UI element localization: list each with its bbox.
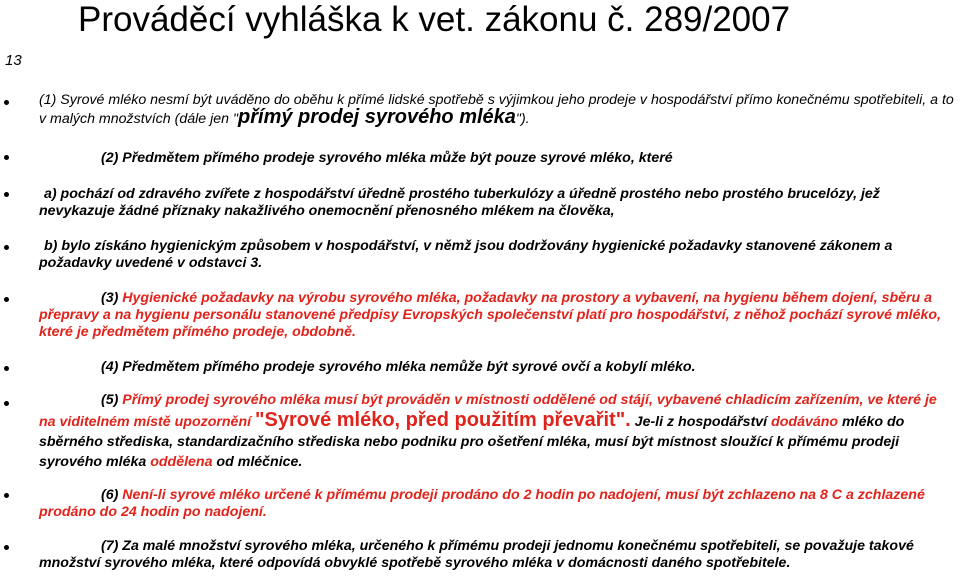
paragraph-3-text: Hygienické požadavky na výrobu syrového mléka, požadavky na prostory a vybavení, na hygienu během dojení, sběru a přepravy a na hygienu personálu stanovené předpisy Evropských společenství platí pro hospodářství, z něhož pochází syrové mléko, které je předmětem přímého prodeje, obdobně. bbox=[39, 290, 941, 340]
item-a bbox=[39, 186, 957, 220]
bullet bbox=[4, 545, 9, 550]
paragraph-1-end: "). bbox=[515, 111, 530, 127]
paragraph-5-text-4: od mléčnice. bbox=[212, 454, 303, 470]
item-b bbox=[39, 238, 957, 272]
item-a-text: a) pochází od zdravého zvířete z hospodářství úředně prostého tuberkulózy a úředně prostého nebo prostého brucelózy, jež nevykazuje žádné příznaky nakažlivého onemocnění přenosného mlékem na člověka, bbox=[39, 186, 880, 219]
section-number: 13 bbox=[5, 52, 22, 69]
paragraph-6-text: Není-li syrové mléko určené k přímému prodeji prodáno do 2 hodin po nadojení, musí být zchlazeno na 8 C a zchlazené prodáno do 24 hodin po nadojení. bbox=[39, 487, 925, 520]
bullet bbox=[4, 366, 9, 371]
paragraph-5-red-text: Přímý prodej syrového mléka musí být prováděn v místnosti oddělené od stájí, vybavené chladicím zařízením, ve které je na viditelném místě upozornění bbox=[39, 392, 937, 430]
document-title: Prováděcí vyhláška k vet. zákonu č. 289/2007 bbox=[78, 0, 791, 39]
paragraph-5-text-2: Je-li z hospodářství bbox=[630, 414, 772, 430]
paragraph-1-text: (1) Syrové mléko nesmí být uváděno do oběhu k přímé lidské spotřebě s výjimkou jeho prodeje v hospodářství přímo konečnému spotřebiteli, a to v malých množstvích (dále jen " bbox=[39, 92, 954, 127]
warning-notice: "Syrové mléko, před použitím převařit". bbox=[255, 409, 631, 431]
bullet bbox=[4, 192, 9, 197]
paragraph-5-red-2: dodáváno bbox=[771, 414, 839, 430]
bullet bbox=[4, 245, 9, 250]
paragraph-2: (2) Předmětem přímého prodeje syrového mléka může být pouze syrové mléko, které bbox=[101, 150, 673, 166]
highlight-direct-sale: přímý prodej syrového mléka bbox=[238, 106, 516, 128]
bullet bbox=[4, 100, 9, 105]
paragraph-1 bbox=[39, 92, 957, 128]
bullet bbox=[4, 493, 9, 498]
paragraph-3 bbox=[39, 290, 957, 341]
paragraph-5-red-3: oddělena bbox=[150, 454, 213, 470]
bullet bbox=[4, 297, 9, 302]
paragraph-3-num: (3) bbox=[101, 290, 119, 306]
paragraph-5 bbox=[39, 390, 957, 472]
paragraph-7-text: (7) Za malé množství syrového mléka, určeného k přímému prodeji jednomu konečnému spotřebiteli, se považuje takové množství syrového mléka, které odpovídá obvyklé spotřebě syrového mléka v domácnosti daného spotřebitele. bbox=[39, 538, 914, 571]
paragraph-5-num: (5) bbox=[101, 392, 119, 408]
paragraph-5-text-3: mléko do sběrného střediska, standardizačního střediska nebo podniku pro ošetření mléka, musí být místnost sloužící k přímému prodeji syrového mléka bbox=[39, 414, 905, 470]
item-b-text: b) bylo získáno hygienickým způsobem v hospodářství, v němž jsou dodržovány hygienické požadavky stanovené zákonem a požadavky uvedené v odstavci 3. bbox=[39, 238, 893, 271]
paragraph-7 bbox=[39, 538, 957, 572]
bullet bbox=[4, 401, 9, 406]
paragraph-6-num: (6) bbox=[101, 487, 119, 503]
paragraph-6 bbox=[39, 487, 957, 521]
bullet bbox=[4, 155, 9, 160]
paragraph-4: (4) Předmětem přímého prodeje syrového mléka nemůže být syrové ovčí a kobylí mléko. bbox=[101, 359, 696, 375]
